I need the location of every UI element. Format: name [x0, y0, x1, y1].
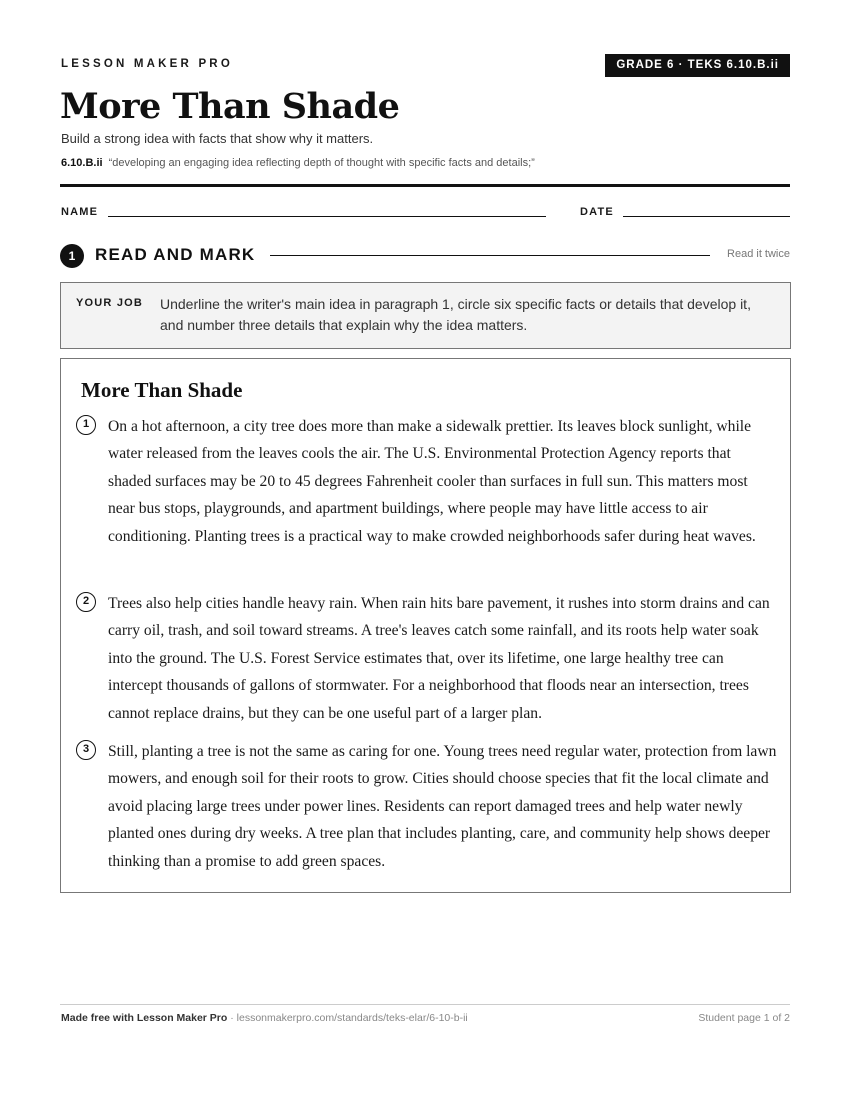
page-title: More Than Shade [60, 86, 400, 127]
passage-title: More Than Shade [81, 378, 243, 402]
paragraph-text: Still, planting a tree is not the same as caring for one. Young trees need regular water, protection from lawn mowers, and enough soil for their roots to grow. Cities should choose species that fit the local climate and avoid placing large trees under power lines. Residents can report damaged trees and help water newly planted ones during dry weeks. A tree plan that includes planting, care, and community help shows deeper thinking than a promise to add green spaces. [108, 743, 777, 870]
section-title: READ AND MARK [95, 245, 256, 264]
grade-badge: GRADE 6 · TEKS 6.10.B.ii [605, 54, 790, 77]
standard-code: 6.10.B.ii [61, 157, 103, 169]
reading-passage [60, 358, 791, 893]
header-divider [60, 184, 790, 187]
paragraph-text: On a hot afternoon, a city tree does more than make a sidewalk prettier. Its leaves block sunlight, while water released from the leaves cools the air. The U.S. Environmental Protection Agency reports that shaded surfaces may be 20 to 45 degrees Fahrenheit cooler than surfaces in full sun. This matters most near bus stops, playgrounds, and apartment buildings, where people may have little access to air conditioning. Planting trees is a practical way to make crowded neighborhoods safer during heat waves. [108, 418, 756, 545]
footer-credit: Made free with Lesson Maker Pro · lessonmakerpro.com/standards/teks-elar/6-10-b-ii [61, 1012, 468, 1024]
date-field-line[interactable] [623, 216, 790, 217]
job-label: YOUR JOB [76, 297, 144, 309]
standard-text: “developing an engaging idea reflecting depth of thought with specific facts and details;” [108, 157, 535, 169]
paragraph-number: 2 [76, 592, 96, 612]
date-label: DATE [580, 206, 614, 218]
paragraph-number: 3 [76, 740, 96, 760]
brand-name: LESSON MAKER PRO [61, 58, 233, 70]
job-instructions: Underline the writer's main idea in paragraph 1, circle six specific facts or details that develop it, and number three details that explain why the idea matters. [160, 296, 751, 333]
standard-line [61, 157, 535, 169]
paragraph-number: 1 [76, 415, 96, 435]
section-note: Read it twice [727, 248, 790, 260]
name-label: NAME [61, 206, 99, 218]
name-field-line[interactable] [108, 216, 546, 217]
footer-divider [60, 1004, 790, 1005]
job-box [60, 282, 791, 349]
footer-made-with: Made free with Lesson Maker Pro [61, 1012, 228, 1024]
section-number-badge: 1 [60, 244, 84, 268]
footer-page-number: Student page 1 of 2 [698, 1012, 790, 1024]
page-subtitle: Build a strong idea with facts that show why it matters. [61, 131, 374, 146]
section-divider [270, 255, 710, 256]
footer-url[interactable]: lessonmakerpro.com/standards/teks-elar/6-10-b-ii [236, 1012, 468, 1024]
paragraph-text: Trees also help cities handle heavy rain. When rain hits bare pavement, it rushes into storm drains and can carry oil, trash, and soil toward streams. A tree's leaves catch some rainfall, and its roots help water soak into the ground. The U.S. Forest Service estimates that, over its lifetime, one large healthy tree can intercept thousands of gallons of stormwater. For a neighborhood that floods near an intersection, trees cannot replace drains, but they can be one useful part of a larger plan. [108, 595, 770, 722]
